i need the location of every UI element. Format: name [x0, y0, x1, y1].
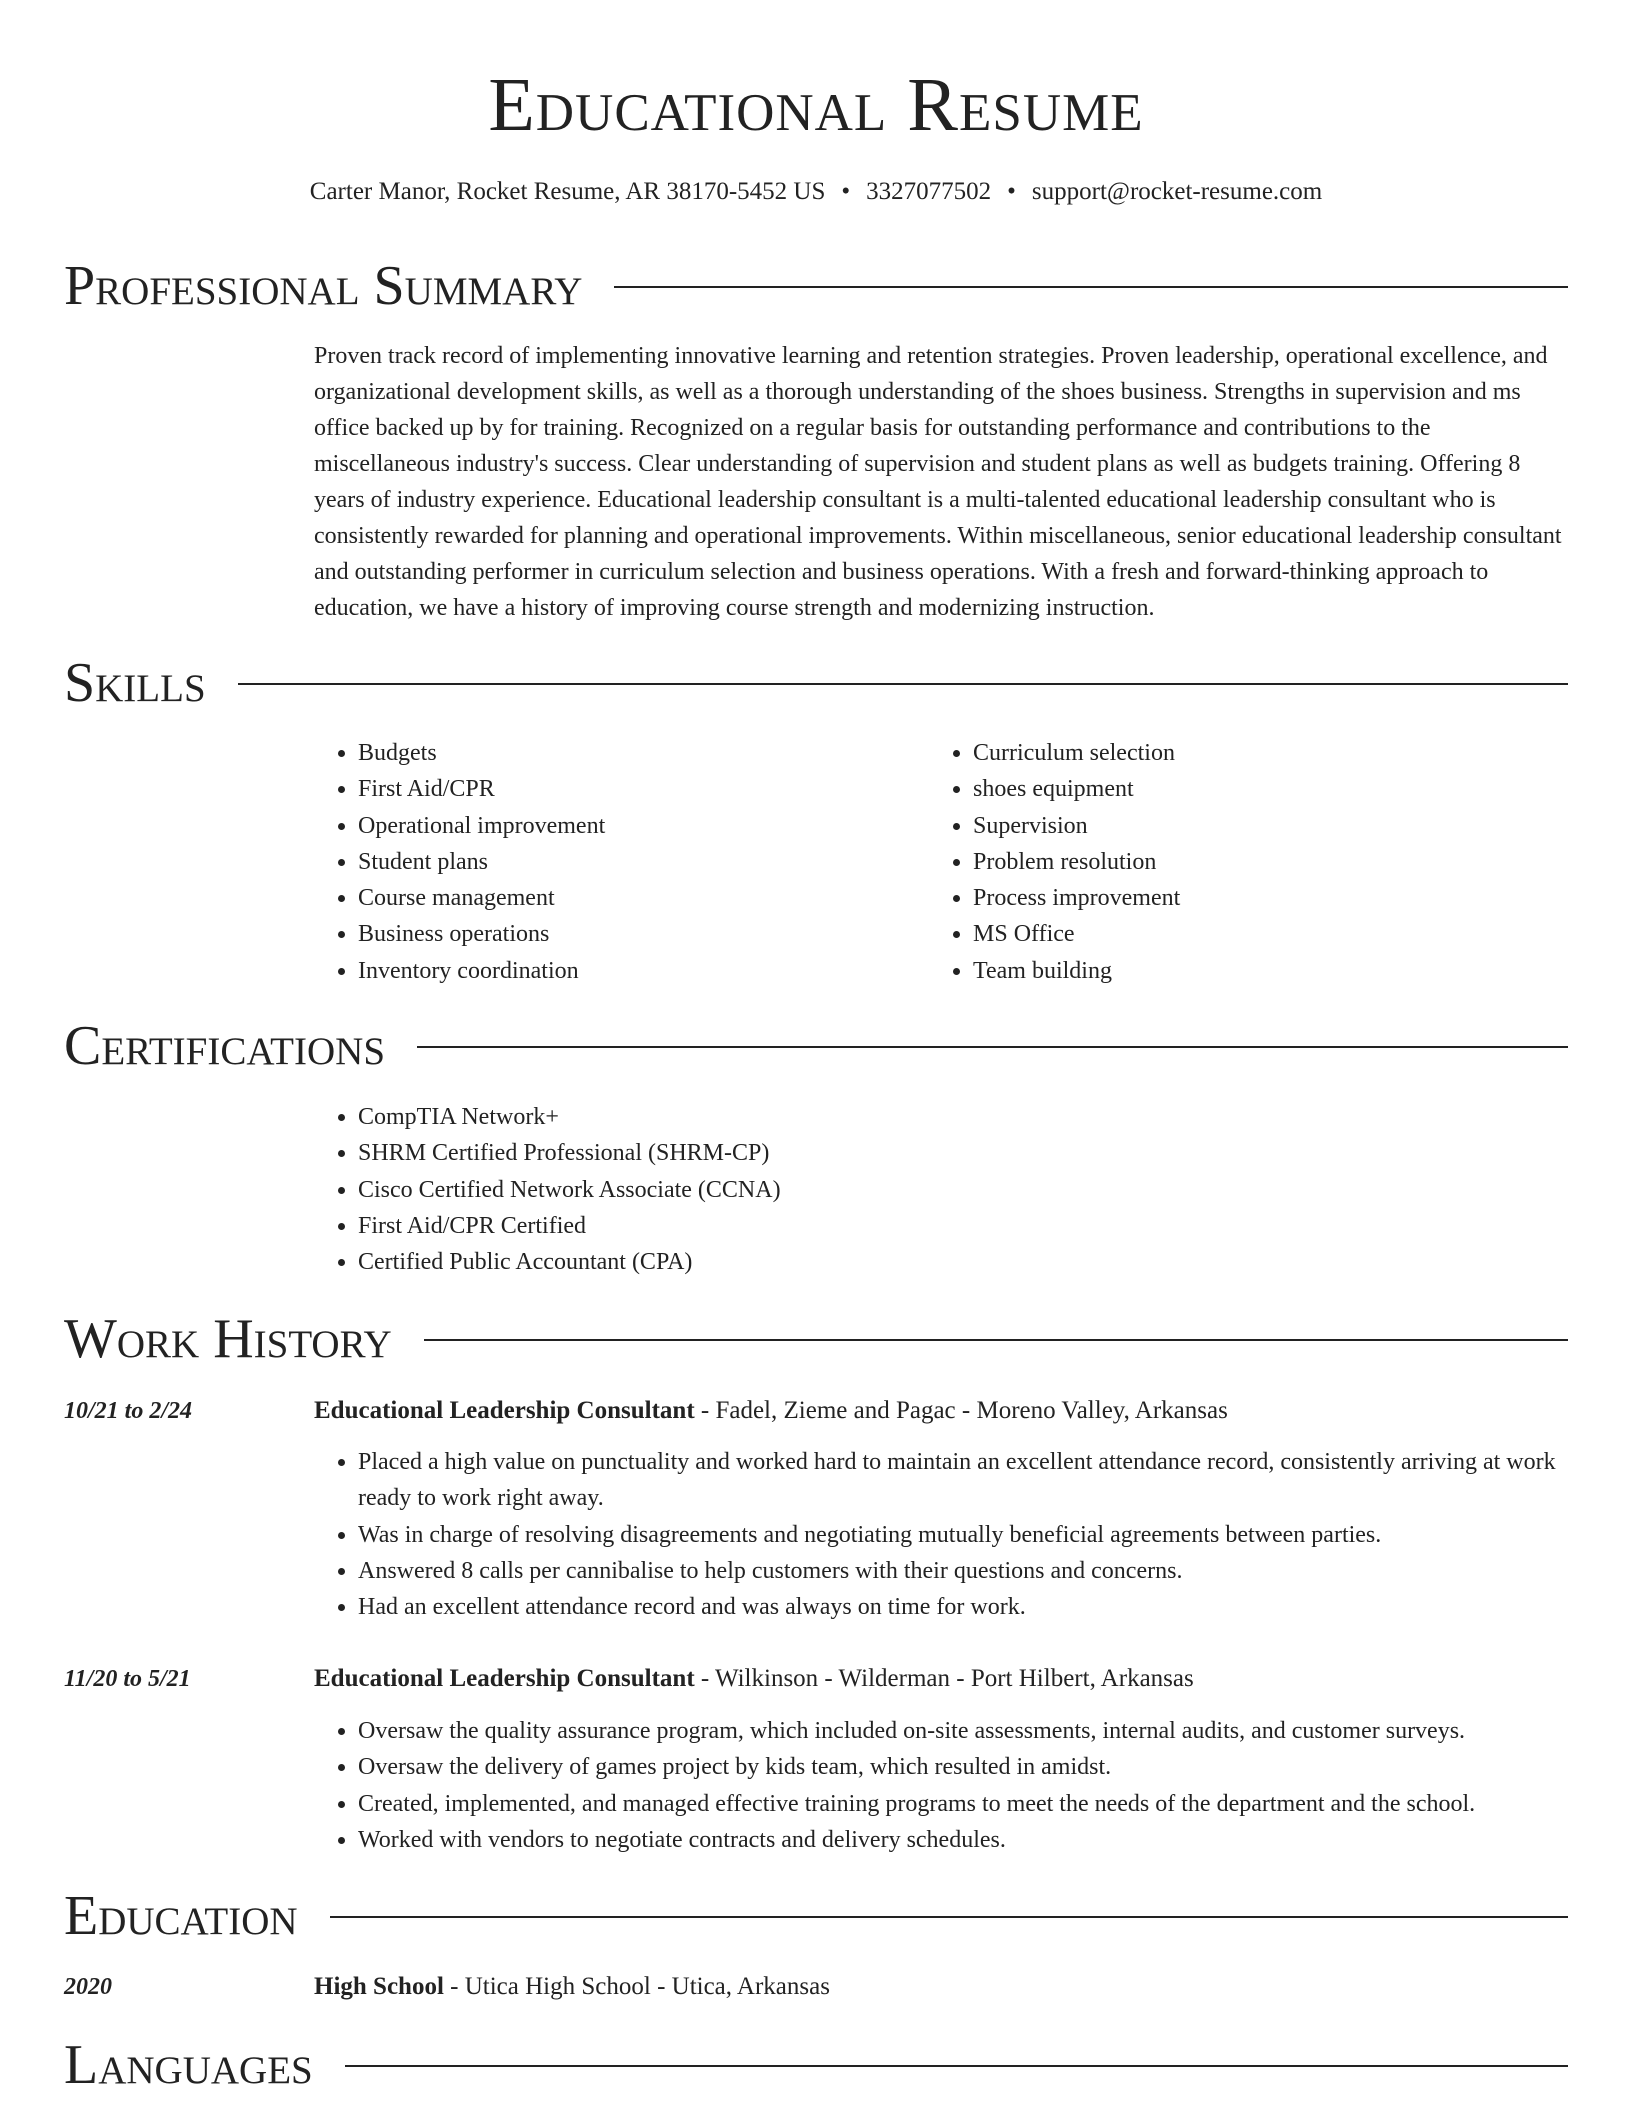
- section-title-education: Education: [64, 1885, 298, 1947]
- summary-section-header: [64, 251, 1568, 321]
- section-divider: [238, 683, 1568, 685]
- skill-item: • Problem resolution: [973, 844, 1529, 880]
- education-degree: High School: [314, 1973, 444, 2000]
- skill-item: • MS Office: [973, 916, 1529, 952]
- job-duties: [314, 1713, 1568, 1858]
- skill-item: • Team building: [973, 953, 1529, 989]
- certifications-list: [314, 1099, 1568, 1280]
- contact-address: Carter Manor, Rocket Resume, AR 38170-5452 US: [309, 178, 826, 205]
- skills-column-left: [314, 735, 914, 989]
- certification-item: • CompTIA Network+: [358, 1099, 1568, 1135]
- duty-item: • Answered 8 calls per cannibalise to help customers with their questions and concerns.: [358, 1553, 1568, 1589]
- skills-column-right: [929, 735, 1529, 989]
- certification-item: • First Aid/CPR Certified: [358, 1208, 1568, 1244]
- duty-item: • Oversaw the delivery of games project by kids team, which resulted in amidst.: [358, 1749, 1568, 1785]
- skill-item: • First Aid/CPR: [358, 771, 914, 807]
- contact-phone: 3327077502: [866, 178, 992, 205]
- skill-item: • Curriculum selection: [973, 735, 1529, 771]
- duty-item: • Was in charge of resolving disagreements and negotiating mutually beneficial agreements between parties.: [358, 1517, 1568, 1553]
- skill-item: • Business operations: [358, 916, 914, 952]
- contact-line: [0, 175, 1632, 209]
- section-divider: [424, 1339, 1568, 1341]
- skill-item: • Inventory coordination: [358, 953, 914, 989]
- skills-list-left: [314, 735, 914, 989]
- certifications-block: [314, 1099, 1568, 1280]
- duty-item: • Worked with vendors to negotiate contracts and delivery schedules.: [358, 1822, 1568, 1858]
- education-entry: [314, 1969, 1568, 2005]
- skill-item: • Supervision: [973, 808, 1529, 844]
- duty-item: • Created, implemented, and managed effective training programs to meet the needs of the department and the school.: [358, 1786, 1568, 1822]
- skill-item: • Operational improvement: [358, 808, 914, 844]
- skill-item: • Process improvement: [973, 880, 1529, 916]
- job-duties-list: [314, 1444, 1568, 1625]
- job-dates: 10/21 to 2/24: [64, 1398, 193, 1424]
- section-title-skills: Skills: [64, 652, 206, 714]
- job-duties-list: [314, 1713, 1568, 1858]
- job-title: Educational Leadership Consultant: [314, 1665, 695, 1692]
- section-divider: [614, 286, 1568, 288]
- skills-list-right: [929, 735, 1529, 989]
- skill-item: • Budgets: [358, 735, 914, 771]
- education-section-header: [64, 1881, 1568, 1951]
- languages-section-header: [64, 2030, 1568, 2100]
- job-details: - Fadel, Zieme and Pagac - Moreno Valley, Arkansas: [694, 1397, 1228, 1424]
- summary-text: Proven track record of implementing innovative learning and retention strategies. Proven leadership, operational excellence, and organizational development skills, as well as a thorough understanding of the shoes business. Strengths in supervision and ms office backed up by for training. Recognized on a regular basis for outstanding performance and contributions to the miscellaneous industry's success. Clear understanding of supervision and student plans as well as budgets training. Offering 8 years of industry experience. Educational leadership consultant is a multi-talented educational leadership consultant who is consistently rewarded for planning and operational improvements. Within miscellaneous, senior educational leadership consultant and outstanding performer in curriculum selection and business operations. With a fresh and forward-thinking approach to education, we have a history of improving course strength and modernizing instruction.: [314, 343, 1562, 621]
- job-dates: 11/20 to 5/21: [64, 1666, 191, 1692]
- education-details: - Utica High School - Utica, Arkansas: [443, 1973, 830, 2000]
- job-duties: [314, 1444, 1568, 1625]
- contact-separator: •: [1007, 178, 1016, 205]
- job-details: - Wilkinson - Wilderman - Port Hilbert, Arkansas: [694, 1665, 1194, 1692]
- section-divider: [345, 2065, 1568, 2067]
- resume-title: Educational Resume: [488, 63, 1144, 147]
- skill-item: • Course management: [358, 880, 914, 916]
- job-heading: [314, 1393, 1568, 1429]
- work-section-header: [64, 1304, 1568, 1374]
- section-title-summary: Professional Summary: [64, 255, 583, 317]
- certifications-section-header: [64, 1011, 1568, 1081]
- contact-email: support@rocket-resume.com: [1031, 178, 1323, 205]
- duty-item: • Oversaw the quality assurance program, which included on-site assessments, internal audits, and customer surveys.: [358, 1713, 1568, 1749]
- job-heading: [314, 1661, 1568, 1697]
- skill-item: • Student plans: [358, 844, 914, 880]
- section-divider: [417, 1046, 1568, 1048]
- section-title-certifications: Certifications: [64, 1015, 386, 1077]
- certification-item: • SHRM Certified Professional (SHRM-CP): [358, 1135, 1568, 1171]
- contact-separator: •: [841, 178, 851, 205]
- skills-section-header: [64, 648, 1568, 718]
- certification-item: • Certified Public Accountant (CPA): [358, 1244, 1568, 1280]
- education-year: 2020: [64, 1974, 112, 2000]
- job-title: Educational Leadership Consultant: [314, 1397, 695, 1424]
- section-title-work: Work History: [64, 1308, 392, 1370]
- section-title-languages: Languages: [64, 2034, 313, 2096]
- duty-item: • Had an excellent attendance record and was always on time for work.: [358, 1589, 1568, 1625]
- section-divider: [330, 1916, 1568, 1918]
- skill-item: • shoes equipment: [973, 771, 1529, 807]
- duty-item: • Placed a high value on punctuality and worked hard to maintain an excellent attendance record, consistently arriving at work ready to work right away.: [358, 1444, 1568, 1517]
- certification-item: • Cisco Certified Network Associate (CCNA): [358, 1172, 1568, 1208]
